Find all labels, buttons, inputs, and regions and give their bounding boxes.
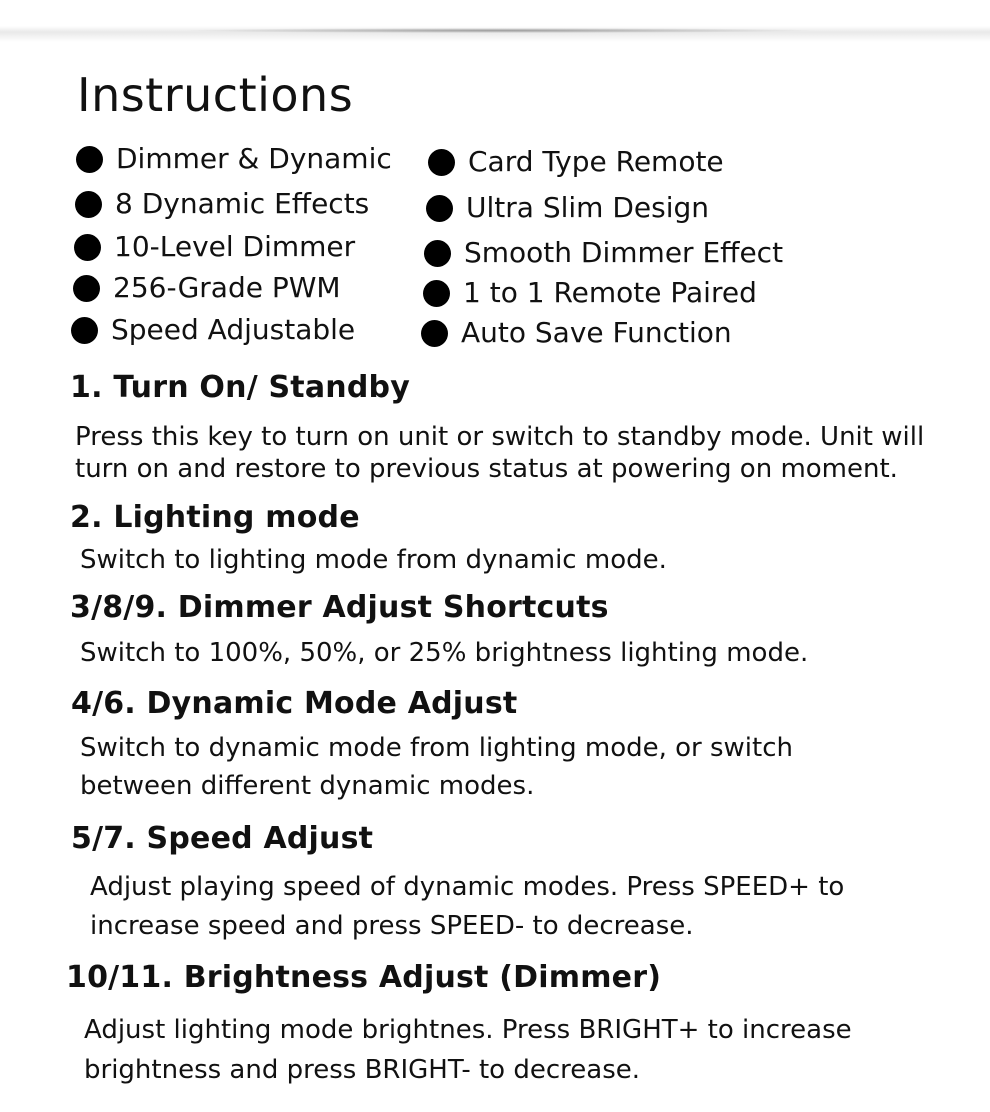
feature-item	[426, 191, 709, 225]
bullet-icon	[423, 280, 450, 307]
section-heading: 2. Lighting mode	[70, 500, 360, 535]
feature-item	[423, 276, 757, 310]
section-heading: 4/6. Dynamic Mode Adjust	[71, 686, 518, 721]
section-text-line: Switch to dynamic mode from lighting mode, or switch	[80, 733, 793, 763]
page-title: Instructions	[77, 68, 354, 122]
feature-label: Dimmer & Dynamic	[116, 142, 392, 175]
section-text-line: Switch to 100%, 50%, or 25% brightness lighting mode.	[80, 638, 809, 668]
bullet-icon	[424, 240, 451, 267]
bullet-icon	[75, 191, 102, 218]
feature-item	[424, 236, 783, 270]
feature-label: 8 Dynamic Effects	[115, 187, 370, 220]
section-text-line: Switch to lighting mode from dynamic mode.	[80, 545, 667, 575]
section-text-line: brightness and press BRIGHT- to decrease.	[84, 1055, 641, 1085]
section-heading: 10/11. Brightness Adjust (Dimmer)	[66, 960, 662, 995]
bullet-icon	[73, 275, 100, 302]
feature-item	[75, 187, 369, 221]
section-heading: 3/8/9. Dimmer Adjust Shortcuts	[70, 590, 609, 625]
section-text-line: Adjust playing speed of dynamic modes. Press SPEED+ to	[90, 872, 845, 902]
feature-item	[76, 142, 392, 176]
feature-item	[71, 313, 355, 347]
feature-label: 256-Grade PWM	[113, 271, 341, 304]
feature-item	[421, 316, 732, 350]
feature-label: Card Type Remote	[468, 145, 724, 178]
feature-item	[73, 271, 341, 305]
section-text-line: turn on and restore to previous status at powering on moment.	[75, 454, 898, 484]
feature-label: Auto Save Function	[461, 316, 732, 349]
bullet-icon	[74, 234, 101, 261]
feature-item	[74, 230, 355, 264]
feature-label: Ultra Slim Design	[466, 191, 710, 224]
section-text-line: between different dynamic modes.	[80, 771, 535, 801]
section-heading: 1. Turn On/ Standby	[70, 370, 410, 405]
section-text-line: increase speed and press SPEED- to decrease.	[90, 911, 694, 941]
bullet-icon	[76, 146, 103, 173]
feature-label: 1 to 1 Remote Paired	[463, 276, 757, 309]
feature-label: 10-Level Dimmer	[114, 230, 356, 263]
section-heading: 5/7. Speed Adjust	[71, 821, 374, 856]
section-text-line: Press this key to turn on unit or switch to standby mode. Unit will	[75, 422, 925, 452]
feature-label: Smooth Dimmer Effect	[464, 236, 784, 269]
bullet-icon	[428, 149, 455, 176]
feature-list	[0, 0, 990, 360]
bullet-icon	[71, 317, 98, 344]
bullet-icon	[421, 320, 448, 347]
section-text-line: Adjust lighting mode brightnes. Press BRIGHT+ to increase	[84, 1015, 852, 1045]
bullet-icon	[426, 195, 453, 222]
feature-item	[428, 145, 724, 179]
feature-label: Speed Adjustable	[111, 313, 356, 346]
